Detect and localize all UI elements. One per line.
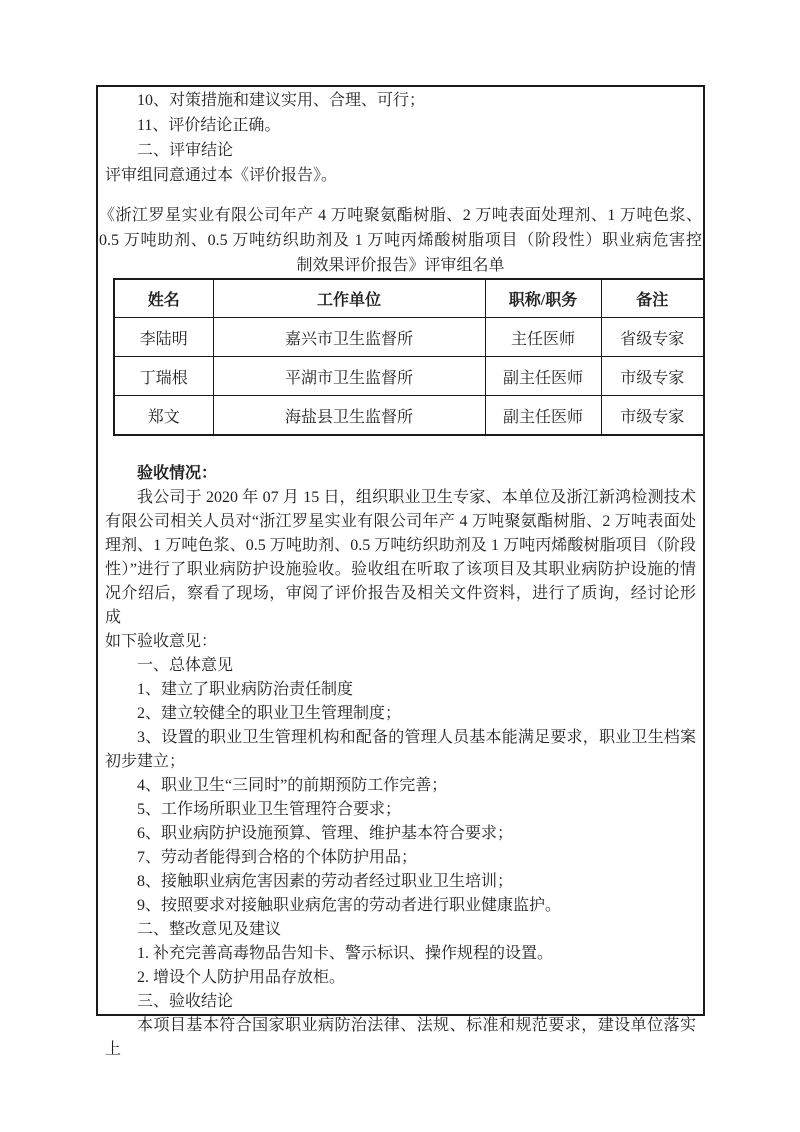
- acceptance-heading: 验收情况：: [137, 465, 218, 482]
- text-line: 2. 增设个人防护用品存放柜。: [137, 969, 346, 986]
- text-line: 一、总体意见: [137, 657, 234, 674]
- acceptance-body: [105, 486, 696, 1062]
- text-line: 7、劳动者能得到合格的个体防护用品；: [137, 849, 418, 866]
- table-cell: 李陆明: [114, 318, 213, 357]
- text-line: 况介绍后，察看了现场，审阅了评价报告及相关文件资料，进行了质询，经讨论形成: [105, 585, 696, 626]
- text-line: 评审组同意通过本《评价报告》。: [105, 167, 338, 184]
- text-line: 10、对策措施和建议实用、合理、可行；: [137, 92, 426, 109]
- table-row: [114, 357, 704, 396]
- text-line: 二、整改意见及建议: [137, 921, 282, 938]
- text-line: 三、验收结论: [137, 993, 234, 1010]
- text-line: 3、设置的职业卫生管理机构和配备的管理人员基本能满足要求，职业卫生档案: [137, 729, 696, 746]
- table-cell: 副主任医师: [485, 357, 601, 396]
- text-line: 1、建立了职业病防治责任制度: [137, 681, 354, 698]
- text-line: 有限公司相关人员对“浙江罗星实业有限公司年产 4 万吨聚氨酯树脂、2 万吨表面处: [105, 513, 696, 530]
- expert-table-body: [114, 318, 704, 436]
- column-header: 工作单位: [213, 279, 485, 318]
- table-cell: 主任医师: [485, 318, 601, 357]
- column-header: 备注: [601, 279, 704, 318]
- text-line: 11、评价结论正确。: [137, 117, 281, 134]
- text-line: 9、按照要求对接触职业病危害的劳动者进行职业健康监护。: [137, 897, 562, 914]
- text-line: 二、评审结论: [137, 142, 234, 159]
- table-row: [114, 318, 704, 357]
- column-header: 姓名: [114, 279, 213, 318]
- text-line: 理剂、1 万吨色浆、0.5 万吨助剂、0.5 万吨纺织助剂及 1 万吨丙烯酸树脂项目（阶段: [105, 537, 696, 554]
- table-cell: 丁瑞根: [114, 357, 213, 396]
- text-line: 0.5 万吨助剂、0.5 万吨纺织助剂及 1 万吨丙烯酸树脂项目（阶段性）职业病危害控: [99, 232, 702, 249]
- text-line: 制效果评价报告》评审组名单: [296, 257, 505, 274]
- text-line: 《浙江罗星实业有限公司年产 4 万吨聚氨酯树脂、2 万吨表面处理剂、1 万吨色浆、: [99, 207, 702, 224]
- text-line: 6、职业病防护设施预算、管理、维护基本符合要求；: [137, 825, 514, 842]
- text-line: 4、职业卫生“三同时”的前期预防工作完善；: [137, 777, 448, 794]
- text-line: 本项目基本符合国家职业病防治法律、法规、标准和规范要求，建设单位落实上: [105, 1017, 696, 1058]
- document-border: [96, 85, 705, 1058]
- text-line: 8、接触职业病危害因素的劳动者经过职业卫生培训；: [137, 873, 514, 890]
- document-content: [98, 87, 703, 1062]
- table-cell: 市级专家: [601, 357, 704, 396]
- table-cell: 副主任医师: [485, 396, 601, 436]
- table-row: [114, 396, 704, 436]
- text-line: 2、建立较健全的职业卫生管理制度；: [137, 705, 402, 722]
- table-cell: 省级专家: [601, 318, 704, 357]
- column-header: 职称/职务: [485, 279, 601, 318]
- table-cell: 海盐县卫生监督所: [213, 396, 485, 436]
- table-cell: 郑文: [114, 396, 213, 436]
- text-line: 5、工作场所职业卫生管理符合要求；: [137, 801, 402, 818]
- acceptance-section: [105, 462, 696, 1062]
- review-conclusion-section: [105, 88, 696, 188]
- table-cell: 平湖市卫生监督所: [213, 357, 485, 396]
- text-line: 我公司于 2020 年 07 月 15 日，组织职业卫生专家、本单位及浙江新鸿检测技术: [137, 489, 696, 506]
- text-line: 如下验收意见：: [105, 633, 218, 650]
- expert-table-header: [114, 279, 704, 318]
- expert-roster-table: [113, 278, 705, 436]
- text-line: 1. 补充完善高毒物品告知卡、警示标识、操作规程的设置。: [137, 945, 554, 962]
- text-line: 初步建立；: [105, 753, 186, 770]
- header-row: [114, 279, 704, 318]
- table-cell: 嘉兴市卫生监督所: [213, 318, 485, 357]
- expert-list-title: [99, 203, 702, 278]
- text-line: 性）”进行了职业病防护设施验收。验收组在听取了该项目及其职业病防护设施的情: [105, 561, 696, 578]
- table-cell: 市级专家: [601, 396, 704, 436]
